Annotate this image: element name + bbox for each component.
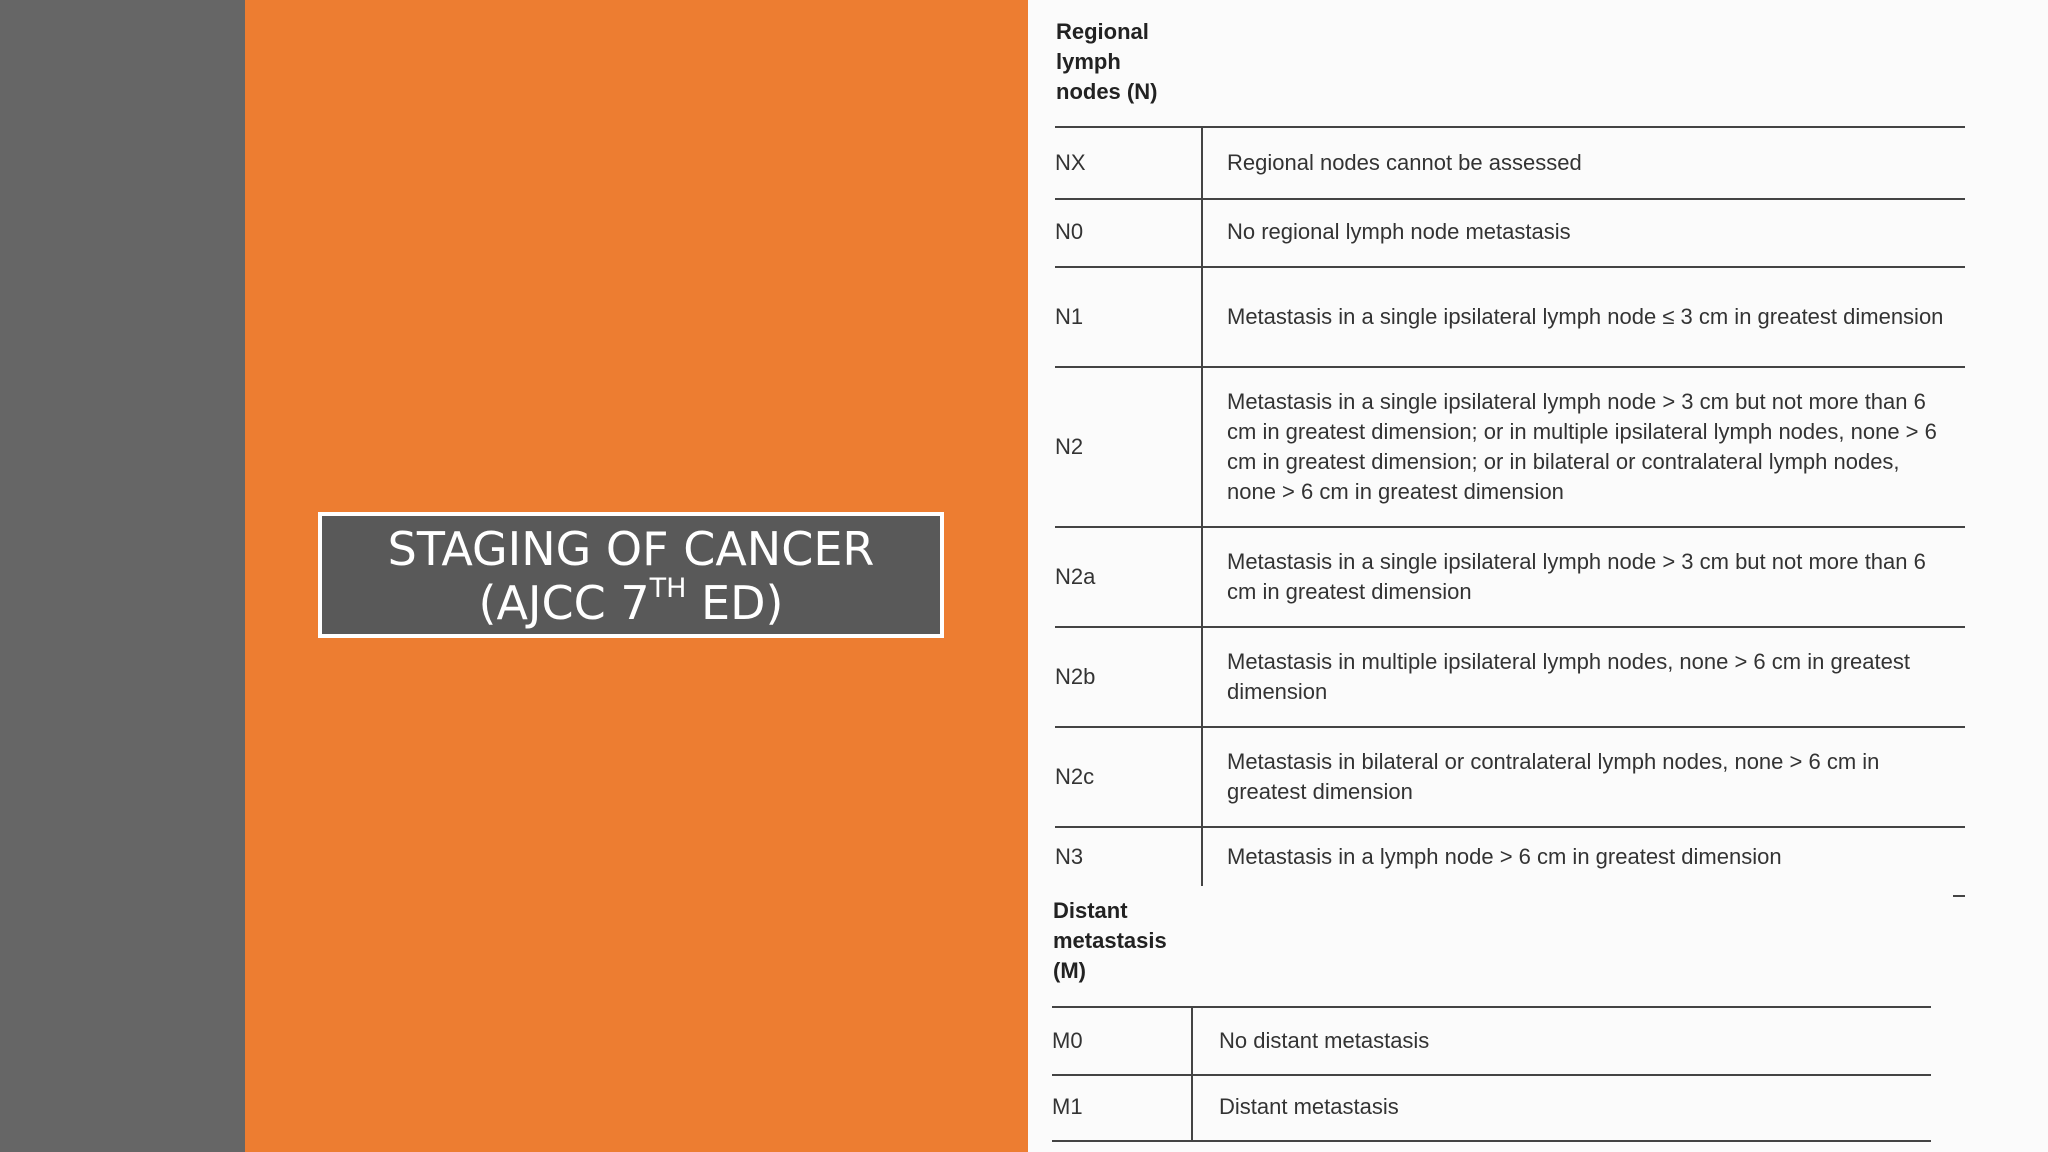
n-desc-cell: Metastasis in multiple ipsilateral lymph nodes, none > 6 cm in greatest dimension: [1227, 649, 1910, 704]
slide-title: [318, 512, 944, 638]
n-table-row: [1055, 198, 1965, 268]
m-heading-line: (M): [1053, 958, 1086, 983]
m-heading-line: Distant: [1053, 898, 1128, 923]
n-code-cell: N2: [1055, 368, 1203, 526]
n-code-cell: N2a: [1055, 528, 1203, 626]
n-code-cell: N0: [1055, 198, 1203, 266]
m-table-row: [1052, 1006, 1931, 1076]
n-code-cell: N2b: [1055, 628, 1203, 726]
title-line-2: [322, 572, 940, 630]
title-line-2-prefix: (AJCC 7: [478, 576, 650, 630]
n-desc-cell: Metastasis in a single ipsilateral lymph node > 3 cm but not more than 6 cm in greatest dimension: [1227, 549, 1926, 604]
n-desc-cell: Regional nodes cannot be assessed: [1227, 150, 1582, 175]
m-table-row: [1052, 1074, 1931, 1142]
m-desc-cell: No distant metastasis: [1219, 1028, 1430, 1053]
n-heading-line: lymph: [1056, 49, 1121, 74]
m-desc-cell: Distant metastasis: [1219, 1094, 1399, 1119]
n-desc-cell: Metastasis in a single ipsilateral lymph node ≤ 3 cm in greatest dimension: [1227, 304, 1944, 329]
m-section-heading: [1053, 896, 1167, 986]
n-table-row: [1055, 268, 1965, 368]
n-code-cell: N1: [1055, 268, 1203, 366]
n-table-row: [1055, 528, 1965, 628]
n-code-cell: N2c: [1055, 728, 1203, 826]
n-desc-cell: No regional lymph node metastasis: [1227, 219, 1571, 244]
n-table-row: [1055, 828, 1965, 886]
table-edge-tick: [1953, 895, 1965, 897]
n-heading-line: nodes (N): [1056, 79, 1158, 104]
n-code-cell: NX: [1055, 128, 1203, 198]
m-code-cell: M1: [1052, 1074, 1193, 1140]
m-heading-line: metastasis: [1053, 928, 1167, 953]
n-desc-cell: Metastasis in a lymph node > 6 cm in greatest dimension: [1227, 844, 1782, 869]
n-table-row: [1055, 728, 1965, 828]
title-line-2-suffix: ED): [686, 576, 784, 630]
n-section-heading: [1056, 17, 1157, 107]
m-code-cell: M0: [1052, 1008, 1193, 1074]
n-code-cell: N3: [1055, 828, 1203, 886]
title-superscript: TH: [649, 572, 687, 604]
title-line-1: STAGING OF CANCER: [387, 522, 875, 576]
left-grey-band: [0, 0, 245, 1152]
n-table-row: [1055, 126, 1965, 200]
n-desc-cell: Metastasis in bilateral or contralateral lymph nodes, none > 6 cm in greatest dimension: [1227, 749, 1880, 804]
n-desc-cell: Metastasis in a single ipsilateral lymph node > 3 cm but not more than 6 cm in greatest dimension; or in multiple ipsilateral lymph nodes, none > 6 cm in greatest dimension; or in bilateral or contralateral lymph nodes, none > 6 cm in greatest dimension: [1227, 389, 1937, 504]
n-table-row: [1055, 628, 1965, 728]
n-heading-line: Regional: [1056, 19, 1149, 44]
n-table-row: [1055, 368, 1965, 528]
